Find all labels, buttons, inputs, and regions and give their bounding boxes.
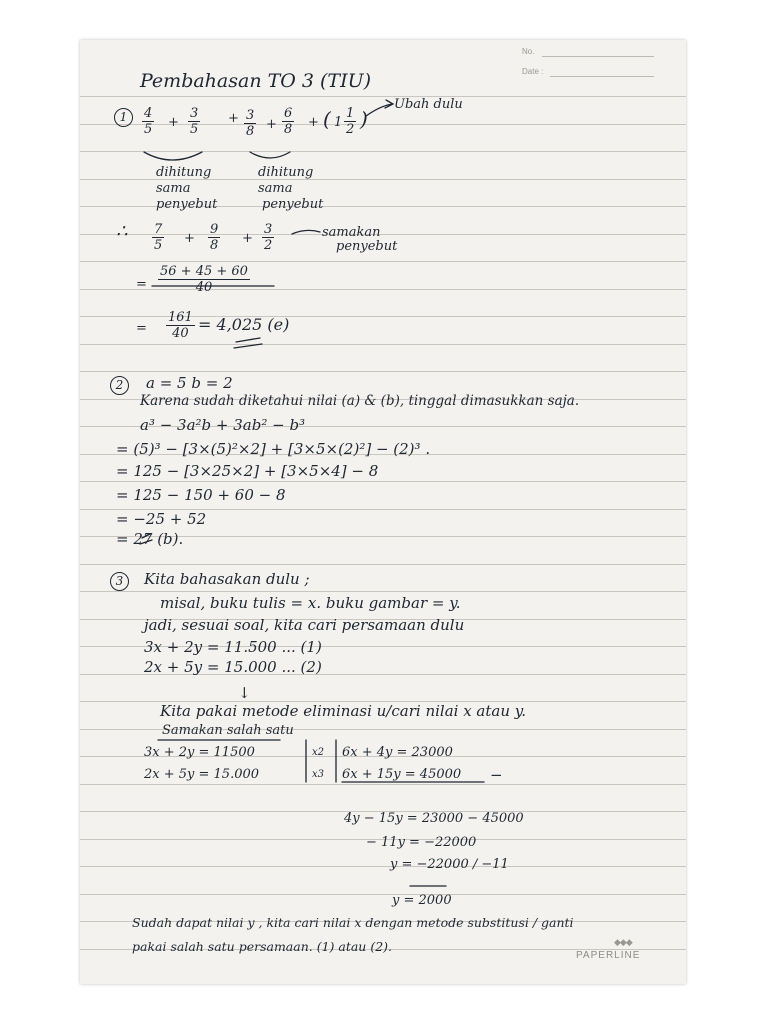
paperline-logo-icon: ◆◆◆ (614, 938, 632, 948)
q1-mixed-whole: 1 (334, 115, 343, 130)
q3-line-3: jadi, sesuai soal, kita cari persamaan dulu (144, 616, 465, 634)
q3-minus-sign: − (490, 766, 503, 784)
paperline-logo: PAPERLINE (576, 950, 641, 961)
q3-line-1: Kita bahasakan dulu ; (144, 570, 310, 588)
no-label: No. (522, 47, 535, 56)
q1-fraction-2: $\frac{3}{5}$ (190, 106, 199, 137)
q1-step1-note-1: samakan (322, 225, 381, 240)
ruled-line (80, 564, 686, 565)
ruled-line (80, 784, 686, 785)
q3-line-5: 2x + 5y = 15.000 ... (2) (144, 658, 322, 676)
q3-solve-3: y = −22000 / −11 (390, 857, 509, 872)
page-title: Pembahasan TO 3 (TIU) (140, 70, 372, 92)
result-underline-q1 (234, 338, 262, 348)
q3-line-6: Kita pakai metode eliminasi u/cari nilai x atau y. (160, 702, 527, 720)
ruled-line (80, 371, 686, 372)
equals-sign: = (136, 321, 147, 336)
close-paren: ) (360, 107, 368, 131)
q2-line-3: = (5)³ − [3×(5)²×2] + [3×5×(2)²] − (2)³ . (116, 440, 431, 458)
ruled-line (80, 151, 686, 152)
q1-step1-fraction-1: $\frac{7}{5}$ (154, 222, 163, 253)
question-number-3: 3 (110, 572, 129, 591)
plus-sign: + (266, 117, 277, 132)
q1-note-change: Ubah dulu (394, 97, 463, 112)
q1-fraction-4: $\frac{6}{8}$ (284, 106, 293, 137)
q2-line-7: = 27 (b). (116, 530, 184, 548)
question-number-1: 1 (114, 108, 133, 127)
ruled-line (80, 894, 686, 895)
q2-line-4: = 125 − [3×25×2] + [3×5×4] − 8 (116, 462, 379, 480)
ruled-line (80, 261, 686, 262)
q3-multiplier-1: x2 (312, 747, 325, 758)
arrow-head-change (385, 100, 393, 108)
ruled-line (80, 481, 686, 482)
therefore-symbol: ∴ (116, 221, 128, 242)
q3-elim-right-2: 6x + 15y = 45000 (342, 767, 462, 782)
q1-note-left-3: penyebut (156, 197, 218, 212)
q3-closing-1: Sudah dapat nilai y , kita cari nilai x dengan metode substitusi / ganti (132, 915, 574, 930)
q3-closing-2: pakai salah satu persamaan. (1) atau (2). (132, 939, 393, 954)
brace-right (250, 152, 290, 158)
q1-fraction-1: $\frac{4}{5}$ (144, 106, 153, 137)
q1-fraction-3: $\frac{3}{8}$ (246, 108, 255, 139)
q2-line-2: a³ − 3a²b + 3ab² − b³ (140, 416, 306, 434)
q3-elim-left-1: 3x + 2y = 11500 (144, 745, 255, 760)
q3-arrow-down: ↓ (238, 684, 251, 702)
q3-line-4: 3x + 2y = 11.500 ... (1) (144, 638, 322, 656)
q3-multiplier-2: x3 (312, 769, 325, 780)
arrow-stroke-change (366, 104, 392, 116)
open-paren: ( (323, 107, 331, 131)
q1-step1-fraction-2: $\frac{9}{8}$ (210, 222, 219, 253)
q1-note-right-2: sama (258, 181, 293, 196)
q3-line-7: Samakan salah satu (162, 723, 294, 738)
q3-solve-1: 4y − 15y = 23000 − 45000 (344, 811, 524, 826)
notebook-page (80, 40, 686, 984)
q3-solve-4: y = 2000 (392, 893, 452, 908)
q1-step3-fraction: $\frac{161}{40}$ (168, 310, 193, 341)
q1-result-text: 4,025 (e) (216, 315, 290, 334)
q1-note-right-1: dihitung (258, 165, 314, 180)
ruled-line (80, 591, 686, 592)
ruled-line (80, 344, 686, 345)
date-label: Date : (522, 67, 544, 76)
q1-step1-fraction-3: $\frac{3}{2}$ (264, 222, 273, 253)
q2-given: a = 5 b = 2 (146, 374, 233, 392)
plus-sign: + (308, 115, 319, 130)
brace-left (144, 152, 202, 160)
q1-note-left-2: sama (156, 181, 191, 196)
ruled-line (80, 234, 686, 235)
question-number-2: 2 (110, 376, 129, 395)
q3-elim-right-1: 6x + 4y = 23000 (342, 745, 453, 760)
plus-sign: + (242, 231, 253, 246)
q1-step1-note-2: penyebut (336, 239, 398, 254)
date-line (550, 76, 654, 77)
plus-sign: + (168, 115, 179, 130)
q3-elim-left-2: 2x + 5y = 15.000 (144, 767, 260, 782)
q1-note-left-1: dihitung (156, 165, 212, 180)
equals-sign: = (136, 277, 147, 292)
q1-note-right-3: penyebut (262, 197, 324, 212)
q1-step3-result: = 4,025 (e) (198, 315, 290, 334)
q3-line-2: misal, buku tulis = x. buku gambar = y. (160, 594, 461, 612)
q2-line-6: = −25 + 52 (116, 510, 207, 528)
plus-sign: + (184, 231, 195, 246)
plus-sign: + (228, 111, 239, 126)
q2-line-1: Karena sudah diketahui nilai (a) & (b), tinggal dimasukkan saja. (140, 393, 580, 409)
ruled-line (80, 866, 686, 867)
q3-solve-2: − 11y = −22000 (366, 835, 477, 850)
no-line (542, 56, 654, 57)
q1-step2-fraction: $\frac{56 + 45 + 60}{40}$ (160, 264, 248, 295)
q1-fraction-5: $\frac{1}{2}$ (346, 106, 355, 137)
q2-line-5: = 125 − 150 + 60 − 8 (116, 486, 286, 504)
ruled-line (80, 96, 686, 97)
